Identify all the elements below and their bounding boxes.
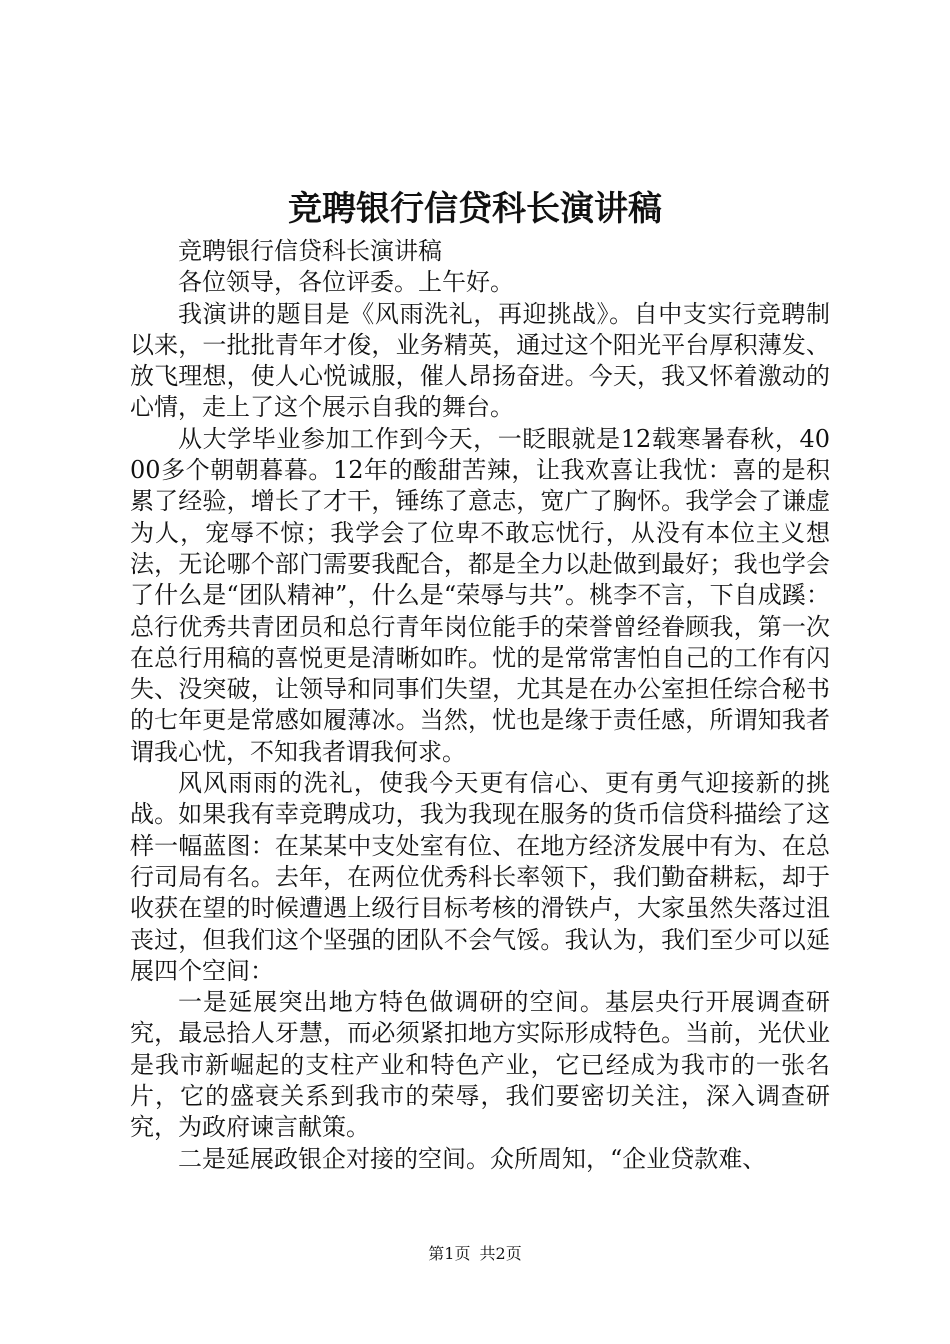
- page-total: 共2页: [479, 1244, 522, 1263]
- paragraph-blueprint: 风风雨雨的洗礼，使我今天更有信心、更有勇气迎接新的挑战。如果我有幸竞聘成功，我为我现在服务的货币信贷科描绘了这样一幅蓝图：在某某中支处室有位、在地方经济发展中有为、在总行司局有名。去年，在两位优秀科长率领下，我们勤奋耕耘，却于收获在望的时候遭遇上级行目标考核的滑铁卢，大家虽然失落过沮丧过，但我们这个坚强的团队不会气馁。我认为，我们至少可以延展四个空间：: [130, 769, 830, 985]
- page-number: 第1页: [428, 1244, 471, 1263]
- paragraph-point-two: 二是延展政银企对接的空间。众所周知，“企业贷款难、: [178, 1144, 767, 1173]
- paragraph-experience: 从大学毕业参加工作到今天，一眨眼就是12载寒暑春秋，4000多个朝朝暮暮。12年的酸甜苦辣，让我欢喜让我忧：喜的是积累了经验，增长了才干，锤练了意志，宽广了胸怀。我学会了谦虚为人，宠辱不惊；我学会了位卑不敢忘忧行，从没有本位主义想法，无论哪个部门需要我配合，都是全力以赴做到最好；我也学会了什么是“团队精神”，什么是“荣辱与共”。桃李不言，下自成蹊：总行优秀共青团员和总行青年岗位能手的荣誉曾经眷顾我，第一次在总行用稿的喜悦更是清晰如昨。忧的是常常害怕自己的工作有闪失、没突破，让领导和同事们失望，尤其是在办公室担任综合秘书的七年更是常感如履薄冰。当然，忧也是缘于责任感，所谓知我者谓我心忧，不知我者谓我何求。: [130, 424, 830, 766]
- document-title: 竞聘银行信贷科长演讲稿: [288, 189, 662, 229]
- paragraph-point-one: 一是延展突出地方特色做调研的空间。基层央行开展调查研究，最忌拾人牙慧，而必须紧扣地方实际形成特色。当前，光伏业是我市新崛起的支柱产业和特色产业，它已经成为我市的一张名片，它的盛衰关系到我市的荣辱，我们要密切关注，深入调查研究，为政府谏言献策。: [130, 988, 830, 1142]
- paragraph-topic: 我演讲的题目是《风雨洗礼，再迎挑战》。自中支实行竞聘制以来，一批批青年才俊，业务精英，通过这个阳光平台厚积薄发、放飞理想，使人心悦诚服，催人昂扬奋进。今天，我又怀着激动的心情，走上了这个展示自我的舞台。: [130, 299, 830, 422]
- document-body: [130, 236, 830, 1175]
- paragraph-heading: 竞聘银行信贷科长演讲稿: [178, 237, 442, 265]
- paragraph-greeting: 各位领导，各位评委。上午好。: [178, 268, 514, 297]
- page-footer: [0, 1242, 950, 1266]
